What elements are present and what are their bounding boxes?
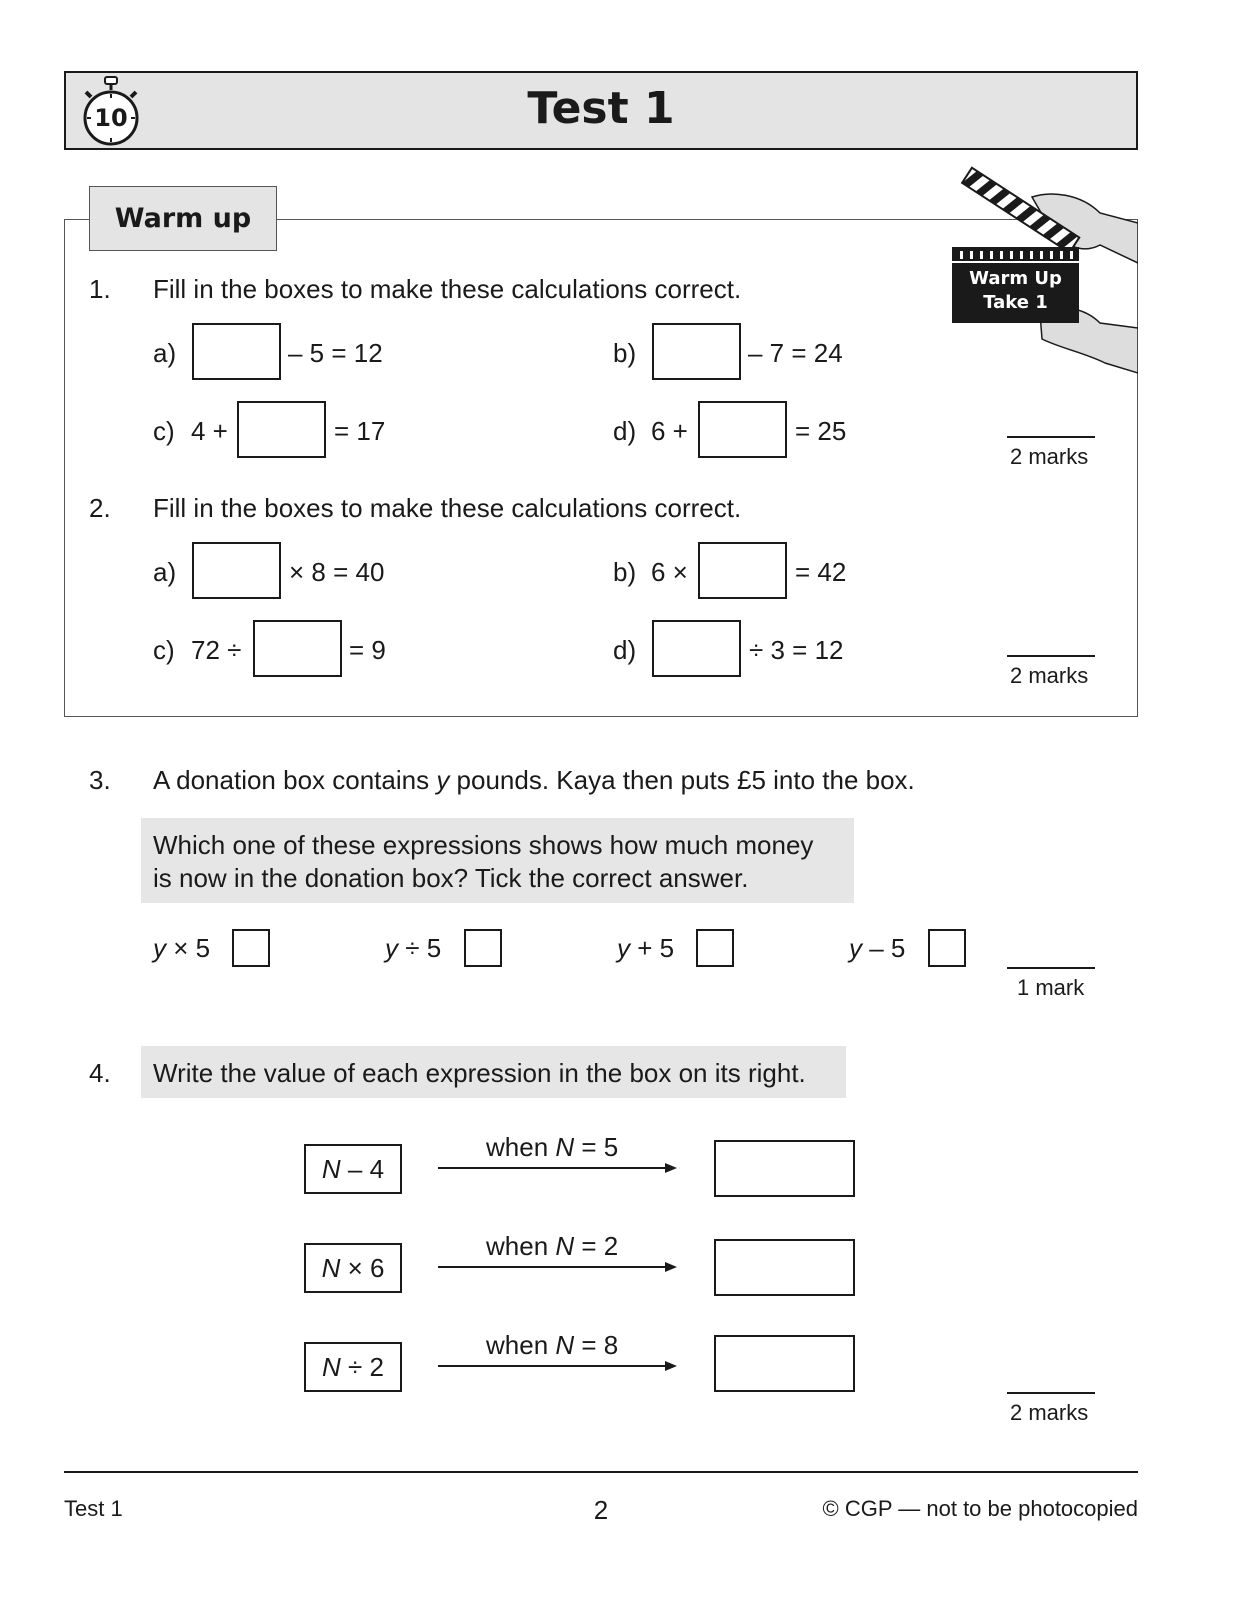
clapper-text-line2: Take 1 [983, 292, 1048, 313]
q1a-equation: – 5 = 12 [288, 338, 383, 368]
q1d-answer-box[interactable] [698, 401, 787, 458]
q3-instruction-line1: Which one of these expressions shows how much money [153, 830, 814, 860]
q2-prompt: Fill in the boxes to make these calculations correct. [153, 493, 742, 523]
q3-marks-line [1007, 967, 1095, 969]
q3-option-4: y – 5 [849, 933, 906, 963]
footer-left: Test 1 [64, 1496, 123, 1521]
q4-arrow-2 [437, 1259, 679, 1275]
q1b-label: b) [613, 338, 637, 368]
q3-tick-box-3[interactable] [696, 929, 734, 967]
q4-answer-box-2[interactable] [714, 1239, 855, 1296]
q4-when-label-1: when N = 5 [486, 1132, 619, 1162]
q3-instruction-box [141, 818, 854, 903]
q2b-label: b) [613, 557, 637, 587]
q2b-equation: = 42 [795, 557, 847, 587]
q2c-label: c) [153, 635, 175, 665]
q4-when-label-3: when N = 8 [486, 1330, 619, 1360]
q2b-answer-box[interactable] [698, 542, 787, 599]
q4-arrow-3 [437, 1358, 679, 1374]
q1c-label: c) [153, 416, 175, 446]
q1a-label: a) [153, 338, 177, 368]
page-title: Test 1 [527, 83, 675, 134]
q4-answer-box-1[interactable] [714, 1140, 855, 1197]
q2-marks: 2 marks [1010, 663, 1089, 688]
q4-arrow-1 [437, 1160, 679, 1176]
q4-marks-line [1007, 1392, 1095, 1394]
q2-number: 2. [89, 493, 111, 523]
q3-tick-box-2[interactable] [464, 929, 502, 967]
q1b-answer-box[interactable] [652, 323, 741, 380]
q4-expression-box-1: N – 4 [304, 1144, 402, 1194]
q1c-answer-box[interactable] [237, 401, 326, 458]
q3-stem: A donation box contains y pounds. Kaya then puts £5 into the box. [153, 765, 915, 795]
q4-answer-box-3[interactable] [714, 1335, 855, 1392]
clapper-text-line1: Warm Up [969, 268, 1062, 289]
q2d-equation: ÷ 3 = 12 [749, 635, 844, 665]
q4-instruction-box [141, 1046, 846, 1098]
q1c-before: 4 + [191, 416, 228, 446]
q3-tick-box-1[interactable] [232, 929, 270, 967]
q1d-equation: = 25 [795, 416, 847, 446]
q1b-equation: – 7 = 24 [748, 338, 843, 368]
q1c-equation: = 17 [334, 416, 386, 446]
q4-when-label-2: when N = 2 [486, 1231, 619, 1261]
q2a-equation: × 8 = 40 [289, 557, 385, 587]
q2c-answer-box[interactable] [253, 620, 342, 677]
q4-expression-box-2: N × 6 [304, 1243, 402, 1293]
q2c-before: 72 ÷ [191, 635, 242, 665]
header-bar [64, 71, 1138, 150]
q3-option-3: y + 5 [617, 933, 675, 963]
q3-instruction-line2: is now in the donation box? Tick the correct answer. [153, 863, 749, 893]
q1-marks-line [1007, 436, 1095, 438]
warmup-label: Warm up [114, 203, 252, 234]
q3-marks: 1 mark [1017, 975, 1085, 1000]
q1a-answer-box[interactable] [192, 323, 281, 380]
clapperboard-illustration [950, 163, 1138, 378]
page-number: 2 [593, 1495, 609, 1525]
q2-marks-line [1007, 655, 1095, 657]
q4-marks: 2 marks [1010, 1400, 1089, 1425]
timer-minutes: 10 [94, 104, 128, 132]
q2d-label: d) [613, 635, 637, 665]
q3-option-2: y ÷ 5 [385, 933, 442, 963]
q2a-answer-box[interactable] [192, 542, 281, 599]
q1-marks: 2 marks [1010, 444, 1089, 469]
q3-number: 3. [89, 765, 111, 795]
q2c-equation: = 9 [349, 635, 386, 665]
q1d-label: d) [613, 416, 637, 446]
footer-divider [64, 1471, 1138, 1473]
q2a-label: a) [153, 557, 177, 587]
warmup-label-box [89, 186, 277, 251]
q4-expression-box-3: N ÷ 2 [304, 1342, 402, 1392]
q2d-answer-box[interactable] [652, 620, 741, 677]
q4-instruction: Write the value of each expression in the box on its right. [153, 1058, 806, 1088]
footer-copyright: © CGP — not to be photocopied [822, 1496, 1138, 1521]
q1-prompt: Fill in the boxes to make these calculations correct. [153, 274, 742, 304]
q1-number: 1. [89, 274, 111, 304]
q1d-before: 6 + [651, 416, 688, 446]
q3-option-1: y × 5 [153, 933, 211, 963]
q2b-before: 6 × [651, 557, 688, 587]
q3-tick-box-4[interactable] [928, 929, 966, 967]
q4-number: 4. [89, 1058, 111, 1088]
